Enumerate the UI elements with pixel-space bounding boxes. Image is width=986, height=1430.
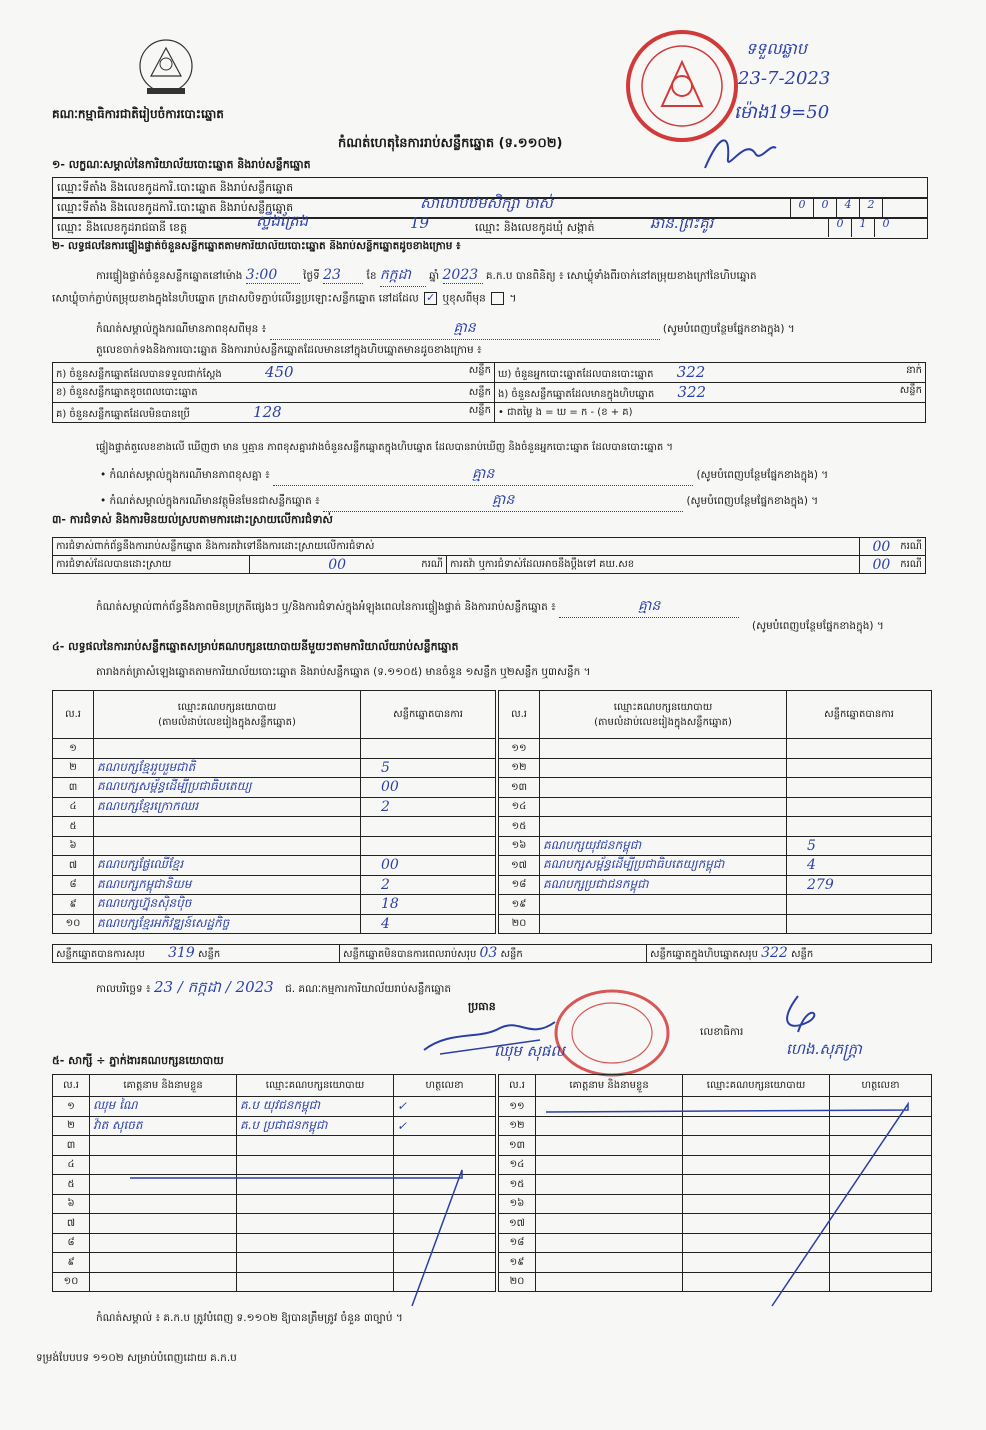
table-row <box>499 875 932 895</box>
party-name <box>540 895 787 915</box>
witness-left-table: ល.រ គោត្តនាម និងនាមខ្លួន ឈ្មោះគណបក្សនយោបាយ ហត្ថលេខា ១ ឈុម ណៃ គ.ប យុវជនកម្ពុជា ✓ ២ វ៉ាត សុចេត គ.ប ប្រជាជនកម្ពុជា ✓ ៣ ៤ ៥ ៦ ៧ ៨ ៩ ១០ <box>52 1074 496 1292</box>
party-name <box>540 739 787 759</box>
section1-row1: ឈ្មោះទីតាំង និងលេខកូដការិ.បោះឆ្នោត និងរាប់សន្លឹកឆ្នោត <box>52 177 928 199</box>
receipt-signature-icon <box>700 128 780 176</box>
row-number: ៨ <box>53 875 94 895</box>
row-number: ២០ <box>499 1272 536 1292</box>
row-number: ១៩ <box>499 895 540 915</box>
table-row <box>53 836 496 856</box>
table-row <box>53 797 496 817</box>
party-votes-left-table: ល.រ ឈ្មោះគណបក្សនយោបាយ (តាមលំដាប់លេខរៀងក្នុងសន្លឹកឆ្នោត) សន្លឹកឆ្នោតបានការ ១ ២ គណបក្សខ្មែររួបរួមជាតិ 5 ៣ គណបក្សសម្ព័ន្ធដើម្បីប្រជាធិបតេយ្យ 00 ៤ គណបក្សខ្មែរក្រោកឈរ 2 ៥ ៦ ៧ គណបក្សផ្លែឈើខ្មែរ 00 ៨ គណបក្សកម្ពុជានិយម 2 ៩ គណបក្សហ្វ៊ុនស៊ិនប៉ិច 18 ១០ គណបក្សខ្មែរអភិវឌ្ឍន៍សេដ្ឋកិច្ច 4 <box>52 690 496 934</box>
vote-count: 279 <box>787 875 932 895</box>
commune-code: 0 1 0 <box>828 217 897 237</box>
witness-party: គ.ប ប្រជាជនកម្ពុជា <box>237 1116 394 1136</box>
province-name: ស្ទឹងត្រែង <box>256 212 309 230</box>
table-row <box>53 817 496 837</box>
party-name: គណបក្សកម្ពុជានិយម <box>94 875 361 895</box>
row-number: ៧ <box>53 1214 90 1234</box>
vote-count: 4 <box>361 914 496 934</box>
row-number: ១៩ <box>499 1253 536 1273</box>
strike-lines-icon <box>52 1096 932 1316</box>
numbers-intro: តួលេខចាក់ទងនិងការបោះឆ្នោត និងការរាប់សន្លឹកឆ្នោតដែលមាននៅក្នុងហិបឆ្នោតមានដូចខាងក្រោម ៖ <box>96 344 482 356</box>
vote-count: 4 <box>787 856 932 876</box>
irregularity-remark: កំណត់សម្គាល់ពាក់ព័ន្ធនឹងភាពមិនប្រក្រតីផ្សេងៗ ឬ/និងការជំទាស់ក្នុងអំឡុងពេលនៃការផ្ទៀងផ្ទាត់ និងការរាប់សន្លឹកឆ្នោត ៖ គ្មាន <box>96 596 739 618</box>
table-row <box>53 856 496 876</box>
committee-stamp-icon <box>552 988 672 1078</box>
row-number: ១៣ <box>499 778 540 798</box>
row-number: ៨ <box>53 1233 90 1253</box>
ballot-count-table: ក) ចំនួនសន្លឹកឆ្នោតដែលបានទទួលជាក់ស្តែង 450 សន្លឹក ឃ) ចំនួនអ្នកបោះឆ្នោតដែលបានបោះឆ្នោត 322 នាក់ ខ) ចំនួនសន្លឹកឆ្នោតខូចពេលបោះឆ្នោត សន្លឹក ង) ចំនួនសន្លឹកឆ្នោតដែលមានក្នុងហិបឆ្នោត 322 សន្លឹក គ) ចំនួនសន្លឹកឆ្នោតដែលមិនបានប្រើ 128 សន្លឹក • ជាតម្លៃ ង = ឃ = ក - (ខ + គ) <box>52 362 926 423</box>
receipt-note-1: ទទួលឆ្លាប <box>746 39 807 58</box>
witness-signature: ✓ <box>394 1116 496 1136</box>
table-row <box>53 895 496 915</box>
party-name: គណបក្សខ្មែររួបរួមជាតិ <box>94 758 361 778</box>
section5-title: ៥- សាក្សី ÷ ភ្នាក់ងារគណបក្សនយោបាយ <box>52 1054 224 1067</box>
party-name: គណបក្សប្រជាជនកម្ពុជា <box>540 875 787 895</box>
row-number: ១ <box>53 739 94 759</box>
witness-signature: ✓ <box>394 1097 496 1117</box>
row-number: ១៧ <box>499 856 540 876</box>
same-checkbox[interactable]: ✓ <box>425 291 436 304</box>
vote-count: 00 <box>361 856 496 876</box>
party-name <box>540 797 787 817</box>
vote-count <box>787 739 932 759</box>
different-checkbox[interactable] <box>491 292 504 305</box>
receipt-date: 23-7-2023 <box>738 68 831 89</box>
section4-intro: តារាងកត់ត្រាសំឡេងឆ្នោតតាមការិយាល័យបោះឆ្នោត និងរាប់សន្លឹកឆ្នោត (ទ.១១០៥) មានចំនួន ១សន្លឹក ឬ២សន្លឹក ឬ៣សន្លឹក ។ <box>96 666 591 678</box>
row-number: ១២ <box>499 1116 536 1136</box>
row-number: ១៦ <box>499 836 540 856</box>
emblem-logo <box>133 36 199 100</box>
vote-count <box>787 797 932 817</box>
secretary-label: លេខាធិការ <box>700 1026 744 1038</box>
signing-date-line: កាលបរិច្ឆេទ ៖ 23 / កក្កដា / 2023 ជ. គណៈកម្មការការិយាល័យរាប់សន្លឹកឆ្នោត <box>96 978 452 996</box>
vote-count: 5 <box>361 758 496 778</box>
row-number: ៣ <box>53 778 94 798</box>
party-name: គណបក្សហ្វ៊ុនស៊ិនប៉ិច <box>94 895 361 915</box>
table-row <box>499 817 932 837</box>
row-number: ៣ <box>53 1136 90 1156</box>
table-row <box>499 836 932 856</box>
receipt-time: ម៉ោង19=50 <box>734 102 830 123</box>
table-row <box>499 739 932 759</box>
row-number: ១៨ <box>499 875 540 895</box>
chair-label: ប្រធាន <box>468 1000 496 1013</box>
row-number: ១៧ <box>499 1214 536 1234</box>
table-row <box>53 739 496 759</box>
table-row <box>53 914 496 934</box>
section1-row3: ឈ្មោះ និងលេខកូដរាជធានី ខេត្ត ឈ្មោះ និងលេខកូដឃុំ សង្កាត់ <box>52 217 928 239</box>
form-footer: ទម្រង់បែបបទ ១១០២ សម្រាប់បំពេញដោយ គ.ក.ប <box>36 1352 237 1364</box>
anomaly-remark: • កំណត់សម្គាល់ក្នុងករណីមានវត្ថុមិនមែនជាសន្លឹកឆ្នោត ៖ គ្មាន (សូមបំពេញបន្ថែមផ្នែកខាងក្នុង) ។ <box>100 490 818 512</box>
section1-title: ១- លក្ខណៈសម្គាល់នៃការិយាល័យបោះឆ្នោត និងរាប់សន្លឹកឆ្នោត <box>52 158 311 171</box>
party-name: គណបក្សផ្លែឈើខ្មែរ <box>94 856 361 876</box>
row-number: ៤ <box>53 1155 90 1175</box>
party-name: គណបក្សខ្មែរអភិវឌ្ឍន៍សេដ្ឋកិច្ច <box>94 914 361 934</box>
witness-name: វ៉ាត សុចេត <box>90 1116 237 1136</box>
row-number: ១៦ <box>499 1194 536 1214</box>
party-name <box>540 758 787 778</box>
row-number: ៩ <box>53 895 94 915</box>
witness-right-table: ល.រ គោត្តនាម និងនាមខ្លួន ឈ្មោះគណបក្សនយោបាយ ហត្ថលេខា ១១ ១២ ១៣ ១៤ ១៥ ១៦ ១៧ ១៨ ១៩ ២០ <box>498 1074 932 1292</box>
party-name <box>94 739 361 759</box>
party-name: គណបក្សសម្ព័ន្ធដើម្បីប្រជាធិបតេយ្យកម្ពុជា <box>540 856 787 876</box>
vote-count: 2 <box>361 797 496 817</box>
vote-count <box>361 836 496 856</box>
row-number: ១៥ <box>499 817 540 837</box>
party-name <box>540 817 787 837</box>
row-number: ១៥ <box>499 1175 536 1195</box>
difference-remark: • កំណត់សម្គាល់ក្នុងករណីមានភាពខុសគ្នា ៖ គ្មាន (សូមបំពេញបន្ថែមផ្នែកខាងក្នុង) ។ <box>100 464 828 486</box>
polling-station-name: សាលាបឋមសិក្សា ចាស់ <box>420 194 553 212</box>
commune-name: ឆាន.ព្រះគូរ <box>650 214 714 232</box>
row-number: ៧ <box>53 856 94 876</box>
table-row <box>499 895 932 915</box>
witness-party: គ.ប យុវជនកម្ពុជា <box>237 1097 394 1117</box>
station-code: 0 0 4 2 <box>790 197 883 219</box>
party-name <box>540 778 787 798</box>
footnote: កំណត់សម្គាល់ ៖ គ.ក.ប ត្រូវបំពេញ ទ.១១០២ ឱ្យបានត្រឹមត្រូវ ចំនួន ៣ច្បាប់ ។ <box>96 1312 403 1324</box>
row-number: ១ <box>53 1097 90 1117</box>
verification-line: ការផ្ទៀងផ្ទាត់ចំនួនសន្លឹកឆ្នោតនៅម៉ោង 3:00 ថ្ងៃទី 23 ខែ កក្កដា ឆ្នាំ 2023 គ.ក.ប បានពិនិត្យ ៖ សោឃ្លុំទាំងពីរចាក់នៅតម្រុយខាងក្រៅនៃហិបឆ្នោត <box>96 265 757 287</box>
row-number: ១០ <box>53 914 94 934</box>
vote-count <box>787 895 932 915</box>
vote-count <box>787 817 932 837</box>
table-row <box>499 797 932 817</box>
chair-name: ឈុម សុផល <box>494 1042 565 1060</box>
party-name: គណបក្សយុវជនកម្ពុជា <box>540 836 787 856</box>
province-code: 19 <box>410 214 430 232</box>
party-name: គណបក្សសម្ព័ន្ធដើម្បីប្រជាធិបតេយ្យ <box>94 778 361 798</box>
party-name <box>94 836 361 856</box>
row-number: ៦ <box>53 1194 90 1214</box>
section1-row2: ឈ្មោះទីតាំង និងលេខកូដការិ.បោះឆ្នោត និងរាប់សន្លឹកឆ្នោត <box>52 197 928 219</box>
party-name <box>94 817 361 837</box>
row-number: ២ <box>53 758 94 778</box>
form-title: កំណត់ហេតុនៃការរាប់សន្លឹកឆ្នោត (ទ.១១០២) <box>338 136 563 151</box>
table-row <box>53 875 496 895</box>
vote-count <box>787 778 932 798</box>
row-number: ៥ <box>53 817 94 837</box>
org-label: គណៈកម្មាធិការជាតិរៀបចំការបោះឆ្នោត <box>52 107 224 121</box>
party-name: គណបក្សខ្មែរក្រោកឈរ <box>94 797 361 817</box>
irregularity-fill-note: (សូមបំពេញបន្ថែមផ្នែកខាងក្នុង) ។ <box>752 620 884 632</box>
seal-line: សោឃ្លុំចាក់ភ្ជាប់តម្រុយខាងក្នុងនៃហិបឆ្នោត ក្រដាសបិទភ្ជាប់លើរន្ធប្រឡោះសន្លឹកឆ្នោត នៅដដែល ✓ ឬខុសពីមុន ។ <box>52 291 517 305</box>
row-number: ២ <box>53 1116 90 1136</box>
comparison-line: ផ្ទៀងផ្ទាត់តួលេខខាងលើ ឃើញថា មាន ឬគ្មាន ភាពខុសគ្នារវាងចំនួនសន្លឹកឆ្នោតក្នុងហិបឆ្នោត ដែលបានរាប់ឃើញ និងចំនួនអ្នកបោះឆ្នោត ដែលបានបោះឆ្នោត ។ <box>96 442 673 453</box>
vote-count <box>787 914 932 934</box>
vote-count <box>787 758 932 778</box>
section3-title: ៣- ការជំទាស់ និងការមិនយល់ស្របតាមការដោះស្រាយលើការជំទាស់ <box>52 513 333 526</box>
section2-title: ២- លទ្ធផលនៃការផ្ទៀងផ្ទាត់ចំនួនសន្លឹកឆ្នោតតាមការិយាល័យបោះឆ្នោត និងរាប់សន្លឹកឆ្នោតដូចខាងក្រោម ៖ <box>52 240 461 252</box>
row-number: ៦ <box>53 836 94 856</box>
row-number: ១៤ <box>499 1155 536 1175</box>
complaints-table: ការជំទាស់ពាក់ព័ន្ធនឹងការរាប់សន្លឹកឆ្នោត និងការតវ៉ាទៅនឹងការដោះស្រាយលើការជំទាស់ 00 ករណី ការជំទាស់ដែលបានដោះស្រាយ 00 ករណី ការតវ៉ា ឬការជំទាស់ដែលអាចនឹងប្តឹងទៅ គឃ.សខ 00 ករណី <box>52 537 926 574</box>
row-number: ៤ <box>53 797 94 817</box>
seal-remark: កំណត់សម្គាល់ក្នុងករណីមានភាពខុសពីមុន ៖ គ្មាន (សូមបំពេញបន្ថែមផ្នែកខាងក្នុង) ។ <box>96 318 926 340</box>
row-number: ១៣ <box>499 1136 536 1156</box>
row-number: ១១ <box>499 1097 536 1117</box>
secretary-name: ហេង.សុភក្ត្រា <box>786 1040 862 1058</box>
table-row <box>499 914 932 934</box>
row-number: ១៤ <box>499 797 540 817</box>
vote-count: 5 <box>787 836 932 856</box>
party-votes-right-table: ល.រ ឈ្មោះគណបក្សនយោបាយ (តាមលំដាប់លេខរៀងក្នុងសន្លឹកឆ្នោត) សន្លឹកឆ្នោតបានការ ១១ ១២ ១៣ ១៤ ១៥ ១៦ គណបក្សយុវជនកម្ពុជា 5 ១៧ គណបក្សសម្ព័ន្ធដើម្បីប្រជាធិបតេយ្យកម្ពុជា 4 ១៨ គណបក្សប្រជាជនកម្ពុជា 279 ១៩ ២០ <box>498 690 932 934</box>
totals-row: សន្លឹកឆ្នោតបានការសរុប 319 សន្លឹក សន្លឹកឆ្នោតមិនបានការពេលរាប់សរុប 03 សន្លឹក សន្លឹកឆ្នោតក្នុងហិបឆ្នោតសរុប 322 សន្លឹក <box>52 944 932 963</box>
row-number: ១០ <box>53 1272 90 1292</box>
section4-title: ៤- លទ្ធផលនៃការរាប់សន្លឹកឆ្នោតសម្រាប់គណបក្សនយោបាយនីមួយៗតាមការិយាល័យរាប់សន្លឹកឆ្នោត <box>52 640 459 653</box>
table-row <box>499 758 932 778</box>
row-number: ១៨ <box>499 1233 536 1253</box>
table-row <box>499 856 932 876</box>
vote-count <box>361 739 496 759</box>
row-number: ១២ <box>499 758 540 778</box>
row-number: ២០ <box>499 914 540 934</box>
table-row <box>53 758 496 778</box>
vote-count: 2 <box>361 875 496 895</box>
row-number: ៥ <box>53 1175 90 1195</box>
table-row <box>499 778 932 798</box>
vote-count: 18 <box>361 895 496 915</box>
party-name <box>540 914 787 934</box>
row-number: ១១ <box>499 739 540 759</box>
secretary-signature-icon <box>768 992 838 1042</box>
row-number: ៩ <box>53 1253 90 1273</box>
vote-count <box>361 817 496 837</box>
table-row <box>53 778 496 798</box>
vote-count: 00 <box>361 778 496 798</box>
witness-name: ឈុម ណៃ <box>90 1097 237 1117</box>
